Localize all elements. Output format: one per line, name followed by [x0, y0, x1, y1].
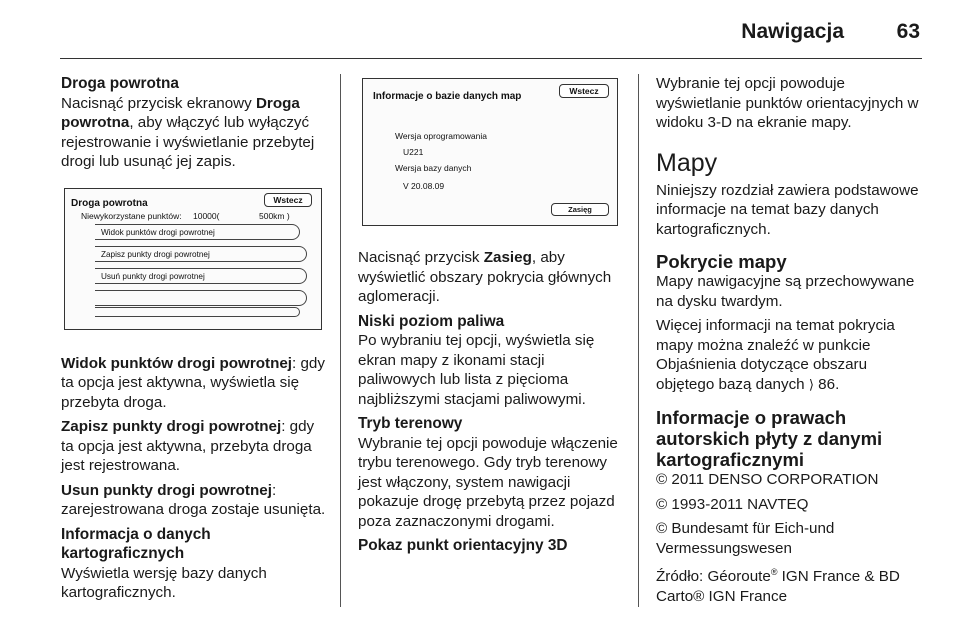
- back-button[interactable]: Wstecz: [264, 193, 312, 207]
- heading-offroad: Tryb terenowy: [358, 415, 463, 432]
- copyright-bev: © Bundesamt für Eich-und Vermessungswesen: [656, 520, 835, 557]
- desc-view-points: Widok punktów drogi powrotnej: gdy ta opcja jest aktywna, wyświetla się przebyta droga.: [61, 354, 325, 411]
- copyright-navteq: © 1993-2011 NAVTEQ: [656, 495, 809, 513]
- screen-map-database-info: [362, 78, 618, 226]
- screen-title: Droga powrotna: [71, 197, 148, 209]
- copyright-ign: Źródło: Géoroute® IGN France & BD Carto® IGN France: [656, 567, 900, 605]
- row-delete-points[interactable]: Usuń punkty drogi powrotnej: [95, 268, 307, 284]
- paragraph-range: Nacisnąć przycisk Zasieg, aby wyświetlić obszary pokrycia głównych aglomeracji.: [358, 249, 612, 305]
- row-empty: [95, 290, 307, 306]
- database-version-value: V 20.08.09: [403, 181, 445, 191]
- heading-low-fuel: Niski poziom paliwa: [358, 312, 505, 330]
- page-reference-icon: ⟩: [808, 377, 814, 393]
- section-title: Nawigacja: [741, 20, 844, 43]
- column-middle: [358, 74, 626, 556]
- heading-map-coverage: Pokrycie mapy: [656, 251, 787, 272]
- column-divider: [340, 74, 341, 607]
- row-save-points[interactable]: Zapisz punkty drogi powrotnej: [95, 246, 307, 262]
- paragraph-coverage-2: Więcej informacji na temat pokrycia mapy można znaleźć w punkcie Objaśnienia dotyczące obszaru objętego bazą danych ⟩ 86.: [656, 317, 895, 393]
- unused-points-value: 10000(: [193, 210, 220, 221]
- unused-points-label: Niewykorzystane punktów:: [81, 210, 182, 221]
- page-header: [60, 0, 922, 59]
- row-view-points[interactable]: Widok punktów drogi powrotnej: [95, 224, 300, 240]
- desc-save-points: Zapisz punkty drogi powrotnej: gdy ta opcja jest aktywna, przebyta droga jest rejestrowana.: [61, 418, 315, 474]
- back-button[interactable]: Wstecz: [559, 84, 609, 98]
- page-number: 63: [896, 20, 920, 43]
- heading-copyright: Informacje o prawach autorskich płyty z danymi kartograficznymi: [656, 407, 883, 470]
- unused-points-km: 500km ): [259, 210, 290, 221]
- heading-return-route: Droga powrotna: [61, 75, 179, 92]
- column-right: [656, 74, 926, 611]
- paragraph-offroad: Wybranie tej opcji powoduje włączenie trybu terenowego. Gdy tryb terenowy jest włączony, system nawigacji pokazuje drogę przebytą przez pojazd poza zaznaczonymi drogami.: [358, 434, 618, 530]
- page-reference-link[interactable]: 86.: [818, 375, 840, 393]
- paragraph-coverage-1: Mapy nawigacyjne są przechowywane na dysku twardym.: [656, 273, 915, 310]
- row-empty: [95, 307, 300, 317]
- column-left: [61, 74, 327, 608]
- range-button[interactable]: Zasięg: [551, 203, 609, 216]
- heading-3d-landmarks: Pokaz punkt orientacyjny 3D: [358, 537, 568, 554]
- column-divider: [638, 74, 639, 607]
- paragraph-low-fuel: Po wybraniu tej opcji, wyświetla się ekran mapy z ikonami stacji paliwowych lub lista z pięcioma najbliższymi stacjami paliwowymi.: [358, 332, 595, 408]
- heading-map-data-info: Informacja o danych kartograficznych: [61, 525, 211, 562]
- paragraph-3d-landmarks: Wybranie tej opcji powoduje wyświetlanie punktów orientacyjnych w widoku 3-D na ekranie mapy.: [656, 75, 919, 131]
- copyright-denso: © 2011 DENSO CORPORATION: [656, 471, 879, 488]
- desc-delete-points: Usun punkty drogi powrotnej: zarejestrowana droga zostaje usunięta.: [61, 481, 326, 518]
- database-version-label: Wersja bazy danych: [395, 163, 472, 173]
- screen-return-route: [64, 188, 322, 330]
- heading-maps: Mapy: [656, 148, 718, 177]
- software-version-label: Wersja oprogramowania: [395, 131, 487, 141]
- paragraph-map-data-info: Wyświetla wersję bazy danych kartograficznych.: [61, 564, 267, 601]
- paragraph-return-route: Nacisnąć przycisk ekranowy Droga powrotna, aby włączyć lub wyłączyć rejestrowanie i wyświetlanie przebytej drogi lub usunąć jej zapis.: [61, 94, 315, 170]
- paragraph-maps: Niniejszy rozdział zawiera podstawowe informacje na temat bazy danych kartograficznych.: [656, 181, 919, 238]
- software-version-value: U221: [403, 147, 424, 157]
- screen-title: Informacje o bazie danych map: [373, 91, 522, 102]
